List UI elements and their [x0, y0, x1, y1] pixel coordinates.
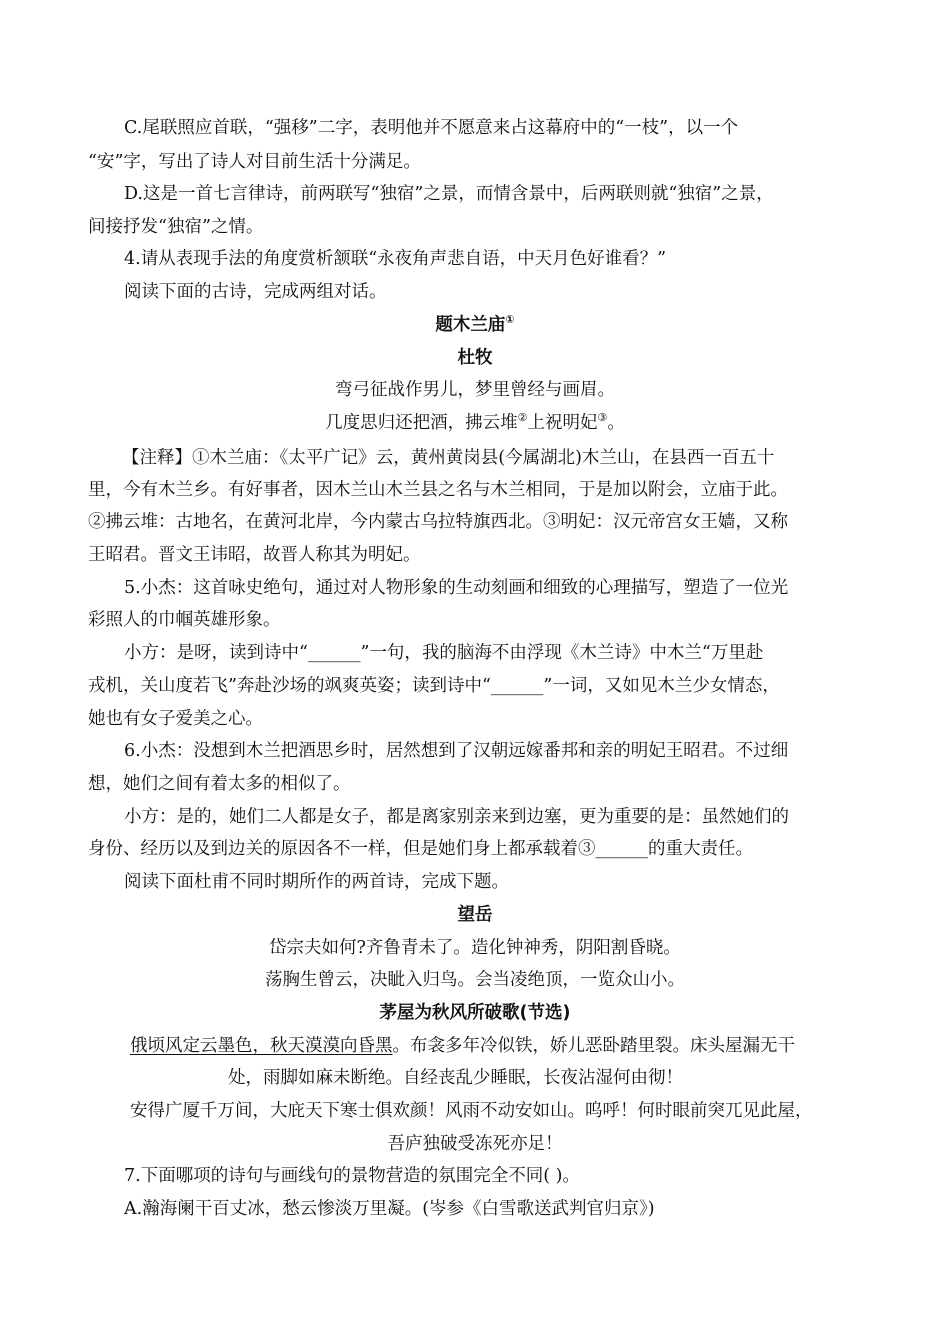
poem3-line1-rest: 。布衾多年冷似铁，娇儿恶卧踏里裂。床头屋漏无干: [392, 1036, 795, 1056]
poem3-line3: 安得广厦千万间，大庇天下寒士俱欢颜！风雨不动安如山。呜呼！何时眼前突兀见此屋，: [130, 1101, 813, 1121]
poem3-line2: 处，雨脚如麻未断绝。自经丧乱少睡眠，长夜沾湿何由彻！: [228, 1068, 683, 1088]
q6-line3: 小方：是的，她们二人都是女子，都是离家别亲来到边塞，更为重要的是：虽然她们的: [124, 807, 789, 827]
poem2-line2: 荡胸生曾云，决眦入归鸟。会当凌绝顶，一览众山小。: [265, 970, 685, 990]
poem1-author: 杜牧: [457, 348, 493, 368]
q3-option-d-line1: D.这是一首七言律诗，前两联写“独宿”之景，而情含景中，后两联则就“独宿”之景，: [124, 184, 774, 204]
question-7-option-a: A.瀚海阑干百丈冰，愁云惨淡万里凝。(岑参《白雪歌送武判官归京》): [124, 1199, 655, 1219]
note-line2: 里，今有木兰乡。有好事者，因木兰山木兰县之名与木兰相同，于是加以附会，立庙于此。: [88, 480, 788, 500]
poem2-title: 望岳: [457, 905, 493, 925]
poem1-title-footnote: ①: [505, 313, 515, 327]
poem1-line1: 弯弓征战作男儿，梦里曾经与画眉。: [335, 380, 615, 400]
underlined-sentence: 俄顷风定云墨色，秋天漠漠向昏黑: [130, 1036, 393, 1056]
poem1-line2-c: 。: [607, 413, 625, 433]
poem1-line2-b: 上祝明妃: [527, 413, 598, 433]
q6-line4: 身份、经历以及到边关的原因各不一样，但是她们身上都承载着③______的重大责任。: [88, 839, 753, 859]
note-line4: 王昭君。晋文王讳昭，故晋人称其为明妃。: [88, 545, 421, 565]
reading-intro-1: 阅读下面的古诗，完成两组对话。: [124, 282, 387, 302]
q3-option-c-line1: C.尾联照应首联，“强移”二字，表明他并不愿意来占这幕府中的“一枝”，以一个: [124, 118, 739, 138]
poem1-line2: [0, 413, 950, 433]
q3-option-c-line2: “安”字，写出了诗人对目前生活十分满足。: [88, 152, 421, 172]
poem1-title: [0, 315, 950, 335]
poem1-title-text: 题木兰庙: [435, 315, 506, 335]
note-line1: 【注释】①木兰庙：《太平广记》云，黄州黄岗县(今属湖北)木兰山，在县西一百五十: [122, 448, 775, 468]
note-line3: ②拂云堆：古地名，在黄河北岸，今内蒙古乌拉特旗西北。③明妃：汉元帝宫女王嫱，又称: [88, 512, 788, 532]
q6-line2: 想，她们之间有着太多的相似了。: [88, 774, 351, 794]
reading-intro-2: 阅读下面杜甫不同时期所作的两首诗，完成下题。: [124, 872, 509, 892]
poem1-line2-a: 几度思归还把酒，拂云堆: [325, 413, 518, 433]
poem3-line4: 吾庐独破受冻死亦足！: [387, 1134, 563, 1154]
q5-line3: 小方：是呀，读到诗中“______”一句，我的脑海不由浮现《木兰诗》中木兰“万里赴: [124, 643, 764, 663]
poem2-line1: 岱宗夫如何?齐鲁青未了。造化钟神秀，阴阳割昏晓。: [269, 938, 681, 958]
q3-option-d-line2: 间接抒发“独宿”之情。: [88, 217, 264, 237]
poem3-line1: [130, 1036, 795, 1056]
footnote-3-mark: ③: [597, 411, 608, 425]
footnote-2-mark: ②: [517, 411, 528, 425]
q6-line1: 6.小杰：没想到木兰把酒思乡时，居然想到了汉朝远嫁番邦和亲的明妃王昭君。不过细: [124, 741, 789, 761]
question-4: 4.请从表现手法的角度赏析颔联“永夜角声悲自语，中天月色好谁看？”: [124, 249, 667, 269]
q5-line5: 她也有女子爱美之心。: [88, 709, 263, 729]
question-7-stem: 7.下面哪项的诗句与画线句的景物营造的氛围完全不同( )。: [124, 1166, 580, 1186]
q5-line2: 彩照人的巾帼英雄形象。: [88, 610, 281, 630]
q5-line4: 戎机，关山度若飞”奔赴沙场的飒爽英姿；读到诗中“______”一词，又如见木兰少女情态，: [88, 676, 780, 696]
q5-line1: 5.小杰：这首咏史绝句，通过对人物形象的生动刻画和细致的心理描写，塑造了一位光: [124, 578, 789, 598]
poem3-title: 茅屋为秋风所破歌(节选): [379, 1003, 571, 1023]
